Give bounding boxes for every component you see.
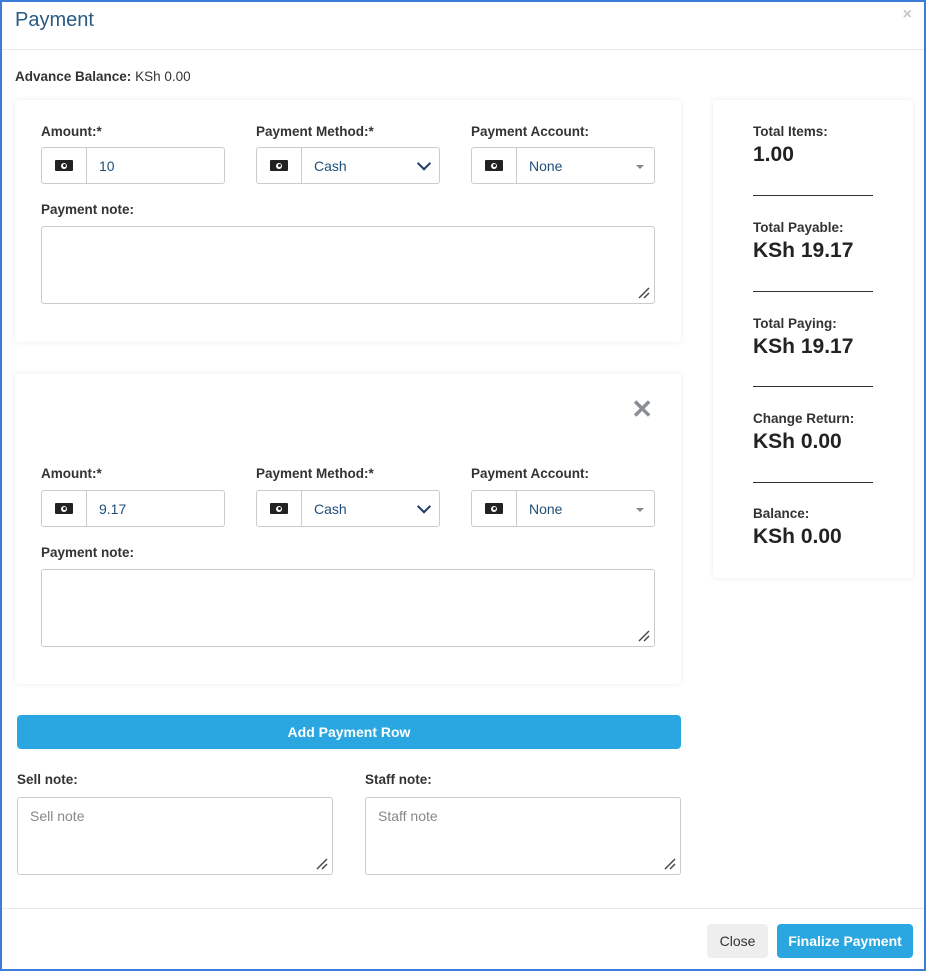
divider: [753, 386, 873, 387]
change-return-value: KSh 0.00: [753, 430, 842, 453]
payment-method-select[interactable]: [302, 148, 439, 183]
staff-note-textarea[interactable]: [365, 797, 681, 875]
change-return-label: Change Return:: [753, 411, 855, 426]
close-button[interactable]: Close: [707, 924, 768, 958]
remove-row-icon[interactable]: ✕: [631, 394, 653, 424]
payment-method-label: Payment Method:*: [256, 466, 374, 481]
payment-account-label: Payment Account:: [471, 124, 590, 139]
payment-method-value: Cash: [314, 157, 347, 174]
divider: [753, 482, 873, 483]
amount-input-group: [41, 147, 225, 184]
payment-note-textarea[interactable]: [41, 569, 655, 647]
modal-header: [2, 2, 924, 50]
amount-input-group: [41, 490, 225, 527]
balance: [753, 506, 873, 549]
modal-title: Payment: [15, 9, 94, 31]
resize-grip-icon[interactable]: [638, 287, 650, 299]
resize-grip-icon[interactable]: [316, 858, 328, 870]
payment-account-select[interactable]: [517, 491, 654, 526]
total-items-label: Total Items:: [753, 124, 828, 139]
total-paying: [753, 316, 873, 359]
payment-account-value: None: [529, 157, 563, 174]
advance-balance: [15, 69, 191, 84]
close-icon[interactable]: ×: [902, 6, 912, 23]
total-paying-label: Total Paying:: [753, 316, 837, 331]
payment-note-label: Payment note:: [41, 545, 135, 560]
money-bill-icon: [257, 148, 302, 183]
balance-label: Balance:: [753, 506, 810, 521]
total-payable-value: KSh 19.17: [753, 239, 854, 262]
finalize-payment-button[interactable]: Finalize Payment: [777, 924, 913, 958]
amount-input[interactable]: 9.17: [99, 500, 127, 517]
payment-account-label: Payment Account:: [471, 466, 590, 481]
chevron-down-icon: [417, 156, 431, 170]
balance-value: KSh 0.00: [753, 525, 842, 548]
total-items-value: 1.00: [753, 143, 794, 166]
payment-account-value: None: [529, 500, 563, 517]
advance-balance-value: KSh 0.00: [135, 69, 191, 84]
chevron-down-icon: [417, 499, 431, 513]
money-bill-icon: [472, 148, 517, 183]
payment-account-select[interactable]: [517, 148, 654, 183]
payment-row-card: [15, 100, 681, 342]
payment-account-group: [471, 147, 655, 184]
payment-method-select[interactable]: [302, 491, 439, 526]
payment-account-group: [471, 490, 655, 527]
sell-note-placeholder: Sell note: [30, 808, 85, 824]
sell-note-label: Sell note:: [17, 772, 78, 787]
payment-method-group: [256, 147, 440, 184]
sell-note-textarea[interactable]: [17, 797, 333, 875]
caret-down-icon: [636, 508, 644, 512]
payment-summary-panel: [713, 100, 913, 578]
total-items: [753, 124, 873, 167]
caret-down-icon: [636, 165, 644, 169]
payment-note-textarea[interactable]: [41, 226, 655, 304]
payment-method-group: [256, 490, 440, 527]
payment-method-value: Cash: [314, 500, 347, 517]
total-payable-label: Total Payable:: [753, 220, 844, 235]
staff-note-label: Staff note:: [365, 772, 432, 787]
add-payment-row-button[interactable]: Add Payment Row: [17, 715, 681, 749]
money-bill-icon: [472, 491, 517, 526]
advance-balance-label: Advance Balance:: [15, 69, 132, 84]
amount-input[interactable]: 10: [99, 157, 115, 174]
payment-method-label: Payment Method:*: [256, 124, 374, 139]
money-bill-icon: [42, 491, 87, 526]
divider: [753, 291, 873, 292]
divider: [753, 195, 873, 196]
amount-label: Amount:*: [41, 466, 102, 481]
total-paying-value: KSh 19.17: [753, 335, 854, 358]
payment-row-card: [15, 374, 681, 684]
staff-note-placeholder: Staff note: [378, 808, 438, 824]
resize-grip-icon[interactable]: [638, 630, 650, 642]
amount-label: Amount:*: [41, 124, 102, 139]
money-bill-icon: [257, 491, 302, 526]
change-return: [753, 411, 873, 454]
money-bill-icon: [42, 148, 87, 183]
payment-note-label: Payment note:: [41, 202, 135, 217]
resize-grip-icon[interactable]: [664, 858, 676, 870]
total-payable: [753, 220, 873, 263]
